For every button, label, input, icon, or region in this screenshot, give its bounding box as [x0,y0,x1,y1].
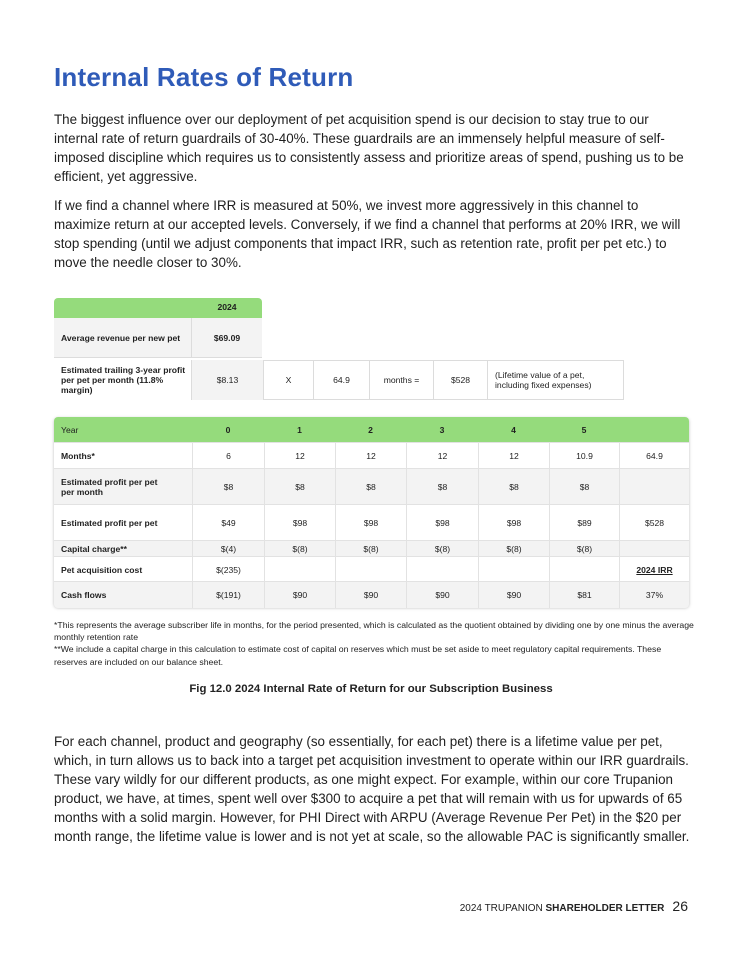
table-cell [549,557,619,582]
header-col: 5 [581,424,587,435]
avg-revenue-value: $69.09 [192,318,262,358]
table-cell [264,557,335,582]
table-row [54,581,689,608]
page-number: 26 [672,898,688,914]
profit-value: $8.13 [192,360,264,400]
profit-label: Estimated trailing 3-year profit per pet per month (11.8% margin) [54,360,192,400]
header-col: 1 [297,424,302,435]
intro-paragraph: The biggest influence over our deployment of pet acquisition spend is our decision to stay true to our internal rate of return guardrails of 30-40%. These guardrails are an immensely helpful measure of self-imposed discipline which requires us to consistently assess and prioritize areas of spend, pushing us to be efficient, yet aggressive. [54,112,684,184]
table-cell: $98 [335,505,406,541]
table-row [54,540,689,557]
table-row [54,442,689,469]
table-cell: $8 [192,469,264,505]
table-cell: $(8) [406,541,478,557]
table-cell: 12 [406,443,478,469]
table-cell: 64.9 [619,443,689,469]
table-cell: $81 [549,582,619,608]
table-cell: $90 [335,582,406,608]
page-title: Internal Rates of Return [54,62,354,92]
lifetime-value-table [54,298,624,400]
irr-table-header [54,417,689,442]
row-label: Pet acquisition cost [61,564,143,575]
table-row [54,504,689,541]
table-cell: $(8) [549,541,619,557]
lifetime-value-paragraph: For each channel, product and geography (so essentially, for each pet) there is a lifetime value per pet, which, in turn allows us to back into a target pet acquisition investment to operate within our IRR guardrails. These vary wildly for our different products, as one might expect. For example, within our core Trupanion product, we have, at times, spent well over $300 to acquire a pet that will remain with us for upwards of 65 months with a solid margin. However, for PHI Direct with ARPU (Average Revenue Per Pet) in the $20 per month range, the lifetime value is lower and is not yet at scale, so the allowable PAC is significantly smaller. [54,734,690,844]
table-cell: $(4) [192,541,264,557]
irr-label: 2024 IRR [619,557,689,582]
table-cell: $(8) [264,541,335,557]
table-cell: 10.9 [549,443,619,469]
header-col: 4 [511,424,516,435]
irr-value: 37% [619,582,689,608]
table-cell [619,469,689,505]
table-cell: 12 [264,443,335,469]
table-footnotes [54,619,694,668]
header-col: 2 [368,424,373,435]
header-col: 0 [225,424,231,435]
avg-revenue-label: Average revenue per new pet [54,318,192,358]
table-cell: $90 [406,582,478,608]
table-cell [478,557,549,582]
times-sign: X [264,360,314,400]
row-label: Capital charge** [61,544,127,554]
table-cell: $8 [478,469,549,505]
months-label: months = [370,360,434,400]
table-cell: 12 [335,443,406,469]
table-row [54,556,689,582]
row-label: Months* [61,451,95,461]
table-cell [335,557,406,582]
table-cell: 12 [478,443,549,469]
lifetime-value: $528 [434,360,488,400]
table-cell: 6 [192,443,264,469]
table-cell: $98 [406,505,478,541]
footer-bold: SHAREHOLDER LETTER [545,903,665,914]
table-cell: $89 [549,505,619,541]
table-cell: $8 [406,469,478,505]
irr-strategy-paragraph: If we find a channel where IRR is measured at 50%, we invest more aggressively in this channel to maximize return at our accepted levels. Conversely, if we find a channel that performs at 20% IRR, we will stop spending (until we adjust components that impact IRR, such as retention rate, profit per pet etc.) to move the needle closer to 30%. [54,198,681,270]
row-label: Cash flows [61,590,107,600]
table-cell [619,541,689,557]
footnote-capital-charge: **We include a capital charge in this calculation to estimate cost of capital on reserves which must be set aside to meet regulatory capital requirements. These reserves are included on our balance sheet. [54,644,662,667]
table-cell: $98 [478,505,549,541]
footer-label [460,903,665,914]
table-cell: $(8) [478,541,549,557]
table-cell: $528 [619,505,689,541]
figure-caption: Fig 12.0 2024 Internal Rate of Return for our Subscription Business [189,683,553,695]
page-footer [460,898,688,914]
summary-header [54,298,262,318]
table-cell: $8 [549,469,619,505]
row-label: Estimated profit per pet per month [61,477,158,497]
table-cell: $(235) [192,557,264,582]
header-col: 3 [439,424,445,435]
table-cell: $8 [264,469,335,505]
footer-prefix: 2024 TRUPANION [459,903,543,914]
lifetime-note: (Lifetime value of a pet, including fixed expenses) [488,360,624,400]
table-cell [406,557,478,582]
footnote-months: *This represents the average subscriber life in months, for the period presented, which is calculated as the quotient obtained by dividing one by one minus the average monthly retention rate [54,620,694,643]
table-cell: $(8) [335,541,406,557]
table-cell: $90 [478,582,549,608]
header-col [619,417,689,442]
row-label: Estimated profit per pet [61,518,158,528]
table-cell: $8 [335,469,406,505]
irr-table [54,417,689,607]
header-year: Year [61,424,79,435]
table-row [54,468,689,505]
summary-year-header: 2024 [217,302,237,312]
table-cell: $49 [192,505,264,541]
table-cell: $(191) [192,582,264,608]
table-cell: $90 [264,582,335,608]
months-value: 64.9 [314,360,370,400]
table-cell: $98 [264,505,335,541]
